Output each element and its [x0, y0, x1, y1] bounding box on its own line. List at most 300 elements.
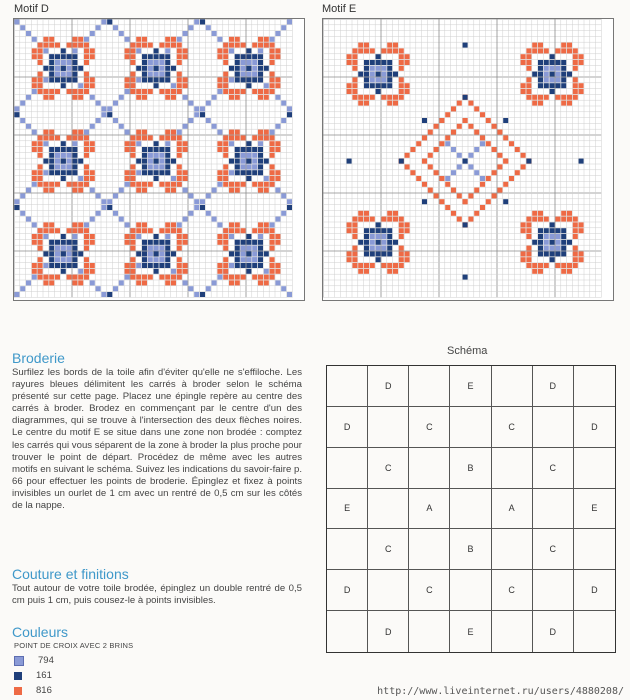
- ring-stitch: [55, 263, 60, 268]
- stitch: [26, 217, 31, 222]
- petal-stitch: [544, 217, 549, 222]
- diamond-stitch: [492, 170, 497, 175]
- stitch: [275, 31, 280, 36]
- lattice-stitch: [474, 170, 479, 175]
- ring-stitch: [43, 159, 48, 164]
- petal-stitch: [555, 48, 560, 53]
- petal-stitch: [171, 280, 176, 285]
- stitch: [136, 141, 141, 146]
- ring-stitch: [264, 66, 269, 71]
- petal-stitch: [183, 240, 188, 245]
- ring-stitch: [561, 246, 566, 251]
- petal-stitch: [399, 246, 404, 251]
- stitch: [206, 25, 211, 30]
- petal-stitch: [148, 43, 153, 48]
- stitch: [171, 176, 176, 181]
- diamond-stitch: [492, 193, 497, 198]
- petal-stitch: [347, 89, 352, 94]
- diamond-stitch: [480, 182, 485, 187]
- petal-stitch: [223, 72, 228, 77]
- petal-stitch: [235, 280, 240, 285]
- stitch: [101, 205, 106, 210]
- ring-stitch: [358, 240, 363, 245]
- petal-stitch: [72, 43, 77, 48]
- schema-cell: [533, 570, 574, 611]
- ring-stitch: [364, 228, 369, 233]
- schema-cell: B: [450, 529, 491, 570]
- petal-stitch: [217, 263, 222, 268]
- ring-stitch: [61, 147, 66, 152]
- schema-cell: [368, 489, 409, 530]
- petal-stitch: [252, 43, 257, 48]
- ring-stitch: [538, 66, 543, 71]
- petal-stitch: [223, 54, 228, 59]
- couleurs-heading: Couleurs: [12, 624, 69, 640]
- petal-stitch: [544, 48, 549, 53]
- ring-stitch: [387, 228, 392, 233]
- petal-stitch: [32, 240, 37, 245]
- petal-stitch: [264, 89, 269, 94]
- petal-stitch: [165, 135, 170, 140]
- petal-stitch: [142, 43, 147, 48]
- petal-stitch: [72, 95, 77, 100]
- petal-stitch: [72, 37, 77, 42]
- center-stitch: [544, 246, 549, 251]
- ring-stitch: [364, 246, 369, 251]
- ring-stitch: [561, 228, 566, 233]
- ring-stitch: [49, 147, 54, 152]
- ring-stitch: [154, 234, 159, 239]
- watermark: http://www.liveinternet.ru/users/4880208/: [377, 686, 624, 697]
- petal-stitch: [90, 234, 95, 239]
- petal-stitch: [130, 54, 135, 59]
- petal-stitch: [142, 182, 147, 187]
- petal-stitch: [38, 141, 43, 146]
- petal-stitch: [183, 269, 188, 274]
- diamond-stitch: [434, 124, 439, 129]
- stitch: [43, 170, 48, 175]
- petal-stitch: [217, 269, 222, 274]
- petal-stitch: [72, 222, 77, 227]
- petal-stitch: [84, 240, 89, 245]
- schema-cell: A: [492, 489, 533, 530]
- ring-stitch: [376, 251, 381, 256]
- center-stitch: [376, 72, 381, 77]
- ring-stitch: [154, 141, 159, 146]
- petal-stitch: [43, 188, 48, 193]
- petal-stitch: [177, 176, 182, 181]
- center-stitch: [550, 246, 555, 251]
- petal-stitch: [270, 263, 275, 268]
- stitch: [125, 222, 130, 227]
- petal-stitch: [217, 83, 222, 88]
- stitch: [194, 106, 199, 111]
- petal-stitch: [399, 234, 404, 239]
- stitch: [20, 25, 25, 30]
- center-stitch: [555, 234, 560, 239]
- stitch: [258, 48, 263, 53]
- petal-stitch: [148, 182, 153, 187]
- ring-stitch: [148, 54, 153, 59]
- petal-stitch: [78, 188, 83, 193]
- center-stitch: [252, 164, 257, 169]
- stitch: [217, 37, 222, 42]
- node-stitch: [422, 199, 427, 204]
- ring-stitch: [550, 228, 555, 233]
- stitch: [90, 95, 95, 100]
- petal-stitch: [579, 89, 584, 94]
- center-stitch: [61, 257, 66, 262]
- diamond-stitch: [509, 141, 514, 146]
- petal-stitch: [364, 211, 369, 216]
- petal-stitch: [177, 234, 182, 239]
- petal-stitch: [235, 182, 240, 187]
- petal-stitch: [72, 188, 77, 193]
- couture-heading: Couture et finitions: [12, 566, 129, 582]
- node-stitch: [579, 159, 584, 164]
- petal-stitch: [405, 222, 410, 227]
- petal-stitch: [130, 60, 135, 65]
- schema-cell: [533, 489, 574, 530]
- petal-stitch: [258, 95, 263, 100]
- center-stitch: [67, 251, 72, 256]
- ring-stitch: [258, 147, 263, 152]
- ring-stitch: [555, 60, 560, 65]
- ring-stitch: [165, 164, 170, 169]
- stitch: [212, 280, 217, 285]
- petal-stitch: [84, 147, 89, 152]
- stitch: [212, 217, 217, 222]
- petal-stitch: [381, 217, 386, 222]
- petal-stitch: [270, 275, 275, 280]
- center-stitch: [154, 164, 159, 169]
- petal-stitch: [177, 182, 182, 187]
- petal-stitch: [130, 246, 135, 251]
- petal-stitch: [130, 89, 135, 94]
- petal-stitch: [526, 257, 531, 262]
- petal-stitch: [252, 275, 257, 280]
- ring-stitch: [72, 159, 77, 164]
- center-stitch: [252, 153, 257, 158]
- center-stitch: [246, 159, 251, 164]
- diamond-stitch: [463, 199, 468, 204]
- ring-stitch: [142, 54, 147, 59]
- diamond-stitch: [521, 164, 526, 169]
- schema-cell: [327, 611, 368, 652]
- diamond-stitch: [416, 141, 421, 146]
- petal-stitch: [364, 101, 369, 106]
- center-stitch: [159, 164, 164, 169]
- ring-stitch: [49, 170, 54, 175]
- ring-stitch: [235, 257, 240, 262]
- petal-stitch: [84, 153, 89, 158]
- ring-stitch: [252, 263, 257, 268]
- center-stitch: [67, 66, 72, 71]
- petal-stitch: [270, 54, 275, 59]
- ring-stitch: [550, 54, 555, 59]
- diamond-stitch: [468, 217, 473, 222]
- stitch: [281, 25, 286, 30]
- petal-stitch: [270, 170, 275, 175]
- ring-stitch: [364, 251, 369, 256]
- diamond-stitch: [445, 135, 450, 140]
- petal-stitch: [125, 48, 130, 53]
- petal-stitch: [223, 240, 228, 245]
- stitch: [287, 19, 292, 24]
- petal-stitch: [38, 182, 43, 187]
- ring-stitch: [67, 77, 72, 82]
- petal-stitch: [32, 263, 37, 268]
- petal-stitch: [32, 54, 37, 59]
- petal-stitch: [241, 228, 246, 233]
- ring-stitch: [258, 60, 263, 65]
- petal-stitch: [183, 234, 188, 239]
- petal-stitch: [78, 228, 83, 233]
- petal-stitch: [49, 280, 54, 285]
- petal-stitch: [399, 95, 404, 100]
- diamond-stitch: [416, 176, 421, 181]
- center-stitch: [61, 153, 66, 158]
- petal-stitch: [177, 269, 182, 274]
- petal-stitch: [358, 95, 363, 100]
- petal-stitch: [84, 164, 89, 169]
- ring-stitch: [72, 147, 77, 152]
- ring-stitch: [538, 60, 543, 65]
- petal-stitch: [579, 83, 584, 88]
- ring-stitch: [381, 251, 386, 256]
- center-stitch: [241, 72, 246, 77]
- petal-stitch: [258, 275, 263, 280]
- petal-stitch: [258, 43, 263, 48]
- stitch: [26, 31, 31, 36]
- petal-stitch: [84, 89, 89, 94]
- center-stitch: [544, 240, 549, 245]
- ring-stitch: [148, 240, 153, 245]
- center-stitch: [550, 72, 555, 77]
- diamond-stitch: [434, 193, 439, 198]
- stitch: [188, 286, 193, 291]
- center-stitch: [252, 251, 257, 256]
- center-stitch: [159, 251, 164, 256]
- petal-stitch: [229, 182, 234, 187]
- stitch: [113, 193, 118, 198]
- petal-stitch: [264, 135, 269, 140]
- ring-stitch: [567, 240, 572, 245]
- diamond-stitch: [503, 159, 508, 164]
- schema-cell: E: [450, 366, 491, 407]
- color-legend-item: [14, 685, 52, 696]
- stitch: [113, 118, 118, 123]
- ring-stitch: [241, 263, 246, 268]
- ring-stitch: [538, 246, 543, 251]
- petal-stitch: [177, 153, 182, 158]
- petal-stitch: [579, 251, 584, 256]
- petal-stitch: [579, 60, 584, 65]
- lattice-stitch: [451, 147, 456, 152]
- petal-stitch: [579, 222, 584, 227]
- petal-stitch: [573, 222, 578, 227]
- ring-stitch: [165, 263, 170, 268]
- center-stitch: [67, 60, 72, 65]
- ring-stitch: [538, 234, 543, 239]
- petal-stitch: [72, 89, 77, 94]
- center-stitch: [154, 257, 159, 262]
- petal-stitch: [136, 130, 141, 135]
- stitch: [275, 95, 280, 100]
- ring-stitch: [364, 77, 369, 82]
- diamond-stitch: [422, 182, 427, 187]
- diamond-stitch: [434, 147, 439, 152]
- diamond-stitch: [497, 164, 502, 169]
- stitch: [212, 188, 217, 193]
- petal-stitch: [399, 60, 404, 65]
- stitch: [275, 217, 280, 222]
- petal-stitch: [32, 77, 37, 82]
- petal-stitch: [217, 176, 222, 181]
- schema-cell: [327, 448, 368, 489]
- schema-cell: C: [409, 570, 450, 611]
- petal-stitch: [130, 234, 135, 239]
- center-stitch: [67, 72, 72, 77]
- schema-cell: E: [450, 611, 491, 652]
- petal-stitch: [352, 246, 357, 251]
- ring-stitch: [78, 66, 83, 71]
- petal-stitch: [526, 54, 531, 59]
- ring-stitch: [252, 54, 257, 59]
- center-stitch: [381, 72, 386, 77]
- petal-stitch: [235, 188, 240, 193]
- stitch: [78, 269, 83, 274]
- ring-stitch: [142, 246, 147, 251]
- color-code: 161: [36, 670, 52, 681]
- center-stitch: [148, 246, 153, 251]
- petal-stitch: [538, 217, 543, 222]
- ring-stitch: [544, 228, 549, 233]
- petal-stitch: [526, 95, 531, 100]
- diamond-stitch: [410, 170, 415, 175]
- stitch: [101, 292, 106, 297]
- ring-stitch: [376, 257, 381, 262]
- petal-stitch: [165, 188, 170, 193]
- ring-stitch: [165, 240, 170, 245]
- center-stitch: [252, 159, 257, 164]
- petal-stitch: [130, 147, 135, 152]
- petal-stitch: [352, 228, 357, 233]
- stitch: [194, 112, 199, 117]
- petal-stitch: [142, 95, 147, 100]
- petal-stitch: [241, 89, 246, 94]
- ring-stitch: [241, 54, 246, 59]
- stitch: [264, 83, 269, 88]
- diamond-stitch: [434, 170, 439, 175]
- ring-stitch: [154, 269, 159, 274]
- ring-stitch: [387, 246, 392, 251]
- petal-stitch: [270, 83, 275, 88]
- stitch: [183, 31, 188, 36]
- petal-stitch: [399, 228, 404, 233]
- center-stitch: [246, 72, 251, 77]
- center-stitch: [55, 164, 60, 169]
- petal-stitch: [84, 176, 89, 181]
- petal-stitch: [573, 83, 578, 88]
- petal-stitch: [130, 170, 135, 175]
- petal-stitch: [177, 72, 182, 77]
- schema-cell: [492, 611, 533, 652]
- ring-stitch: [165, 153, 170, 158]
- stitch: [14, 292, 19, 297]
- schema-cell: C: [368, 529, 409, 570]
- petal-stitch: [399, 222, 404, 227]
- petal-stitch: [43, 130, 48, 135]
- center-stitch: [544, 72, 549, 77]
- petal-stitch: [555, 217, 560, 222]
- petal-stitch: [399, 77, 404, 82]
- stitch: [206, 193, 211, 198]
- ring-stitch: [538, 240, 543, 245]
- ring-stitch: [358, 72, 363, 77]
- diamond-stitch: [405, 153, 410, 158]
- ring-stitch: [561, 83, 566, 88]
- ring-stitch: [142, 240, 147, 245]
- petal-stitch: [38, 153, 43, 158]
- ring-stitch: [72, 54, 77, 59]
- petal-stitch: [125, 176, 130, 181]
- stitch: [212, 95, 217, 100]
- petal-stitch: [573, 54, 578, 59]
- stitch: [43, 48, 48, 53]
- petal-stitch: [90, 147, 95, 152]
- stitch: [206, 286, 211, 291]
- ring-stitch: [258, 159, 263, 164]
- ring-stitch: [171, 159, 176, 164]
- center-stitch: [550, 234, 555, 239]
- node-stitch: [200, 19, 205, 24]
- petal-stitch: [579, 54, 584, 59]
- ring-stitch: [43, 251, 48, 256]
- schema-cell: [450, 407, 491, 448]
- petal-stitch: [84, 135, 89, 140]
- petal-stitch: [229, 130, 234, 135]
- center-stitch: [381, 234, 386, 239]
- petal-stitch: [399, 257, 404, 262]
- stitch: [96, 101, 101, 106]
- ring-stitch: [393, 240, 398, 245]
- center-stitch: [370, 240, 375, 245]
- ring-stitch: [235, 246, 240, 251]
- petal-stitch: [165, 182, 170, 187]
- ring-stitch: [159, 263, 164, 268]
- petal-stitch: [183, 263, 188, 268]
- schema-cell: D: [574, 407, 615, 448]
- petal-stitch: [136, 89, 141, 94]
- petal-stitch: [78, 222, 83, 227]
- diamond-stitch: [474, 130, 479, 135]
- petal-stitch: [352, 222, 357, 227]
- petal-stitch: [561, 48, 566, 53]
- center-stitch: [550, 77, 555, 82]
- stitch: [229, 263, 234, 268]
- schema-cell: D: [533, 366, 574, 407]
- petal-stitch: [125, 83, 130, 88]
- petal-stitch: [165, 95, 170, 100]
- stitch: [206, 211, 211, 216]
- petal-stitch: [78, 275, 83, 280]
- petal-stitch: [229, 43, 234, 48]
- stitch: [212, 31, 217, 36]
- petal-stitch: [538, 101, 543, 106]
- motif-d-label: Motif D: [14, 3, 49, 15]
- center-stitch: [370, 246, 375, 251]
